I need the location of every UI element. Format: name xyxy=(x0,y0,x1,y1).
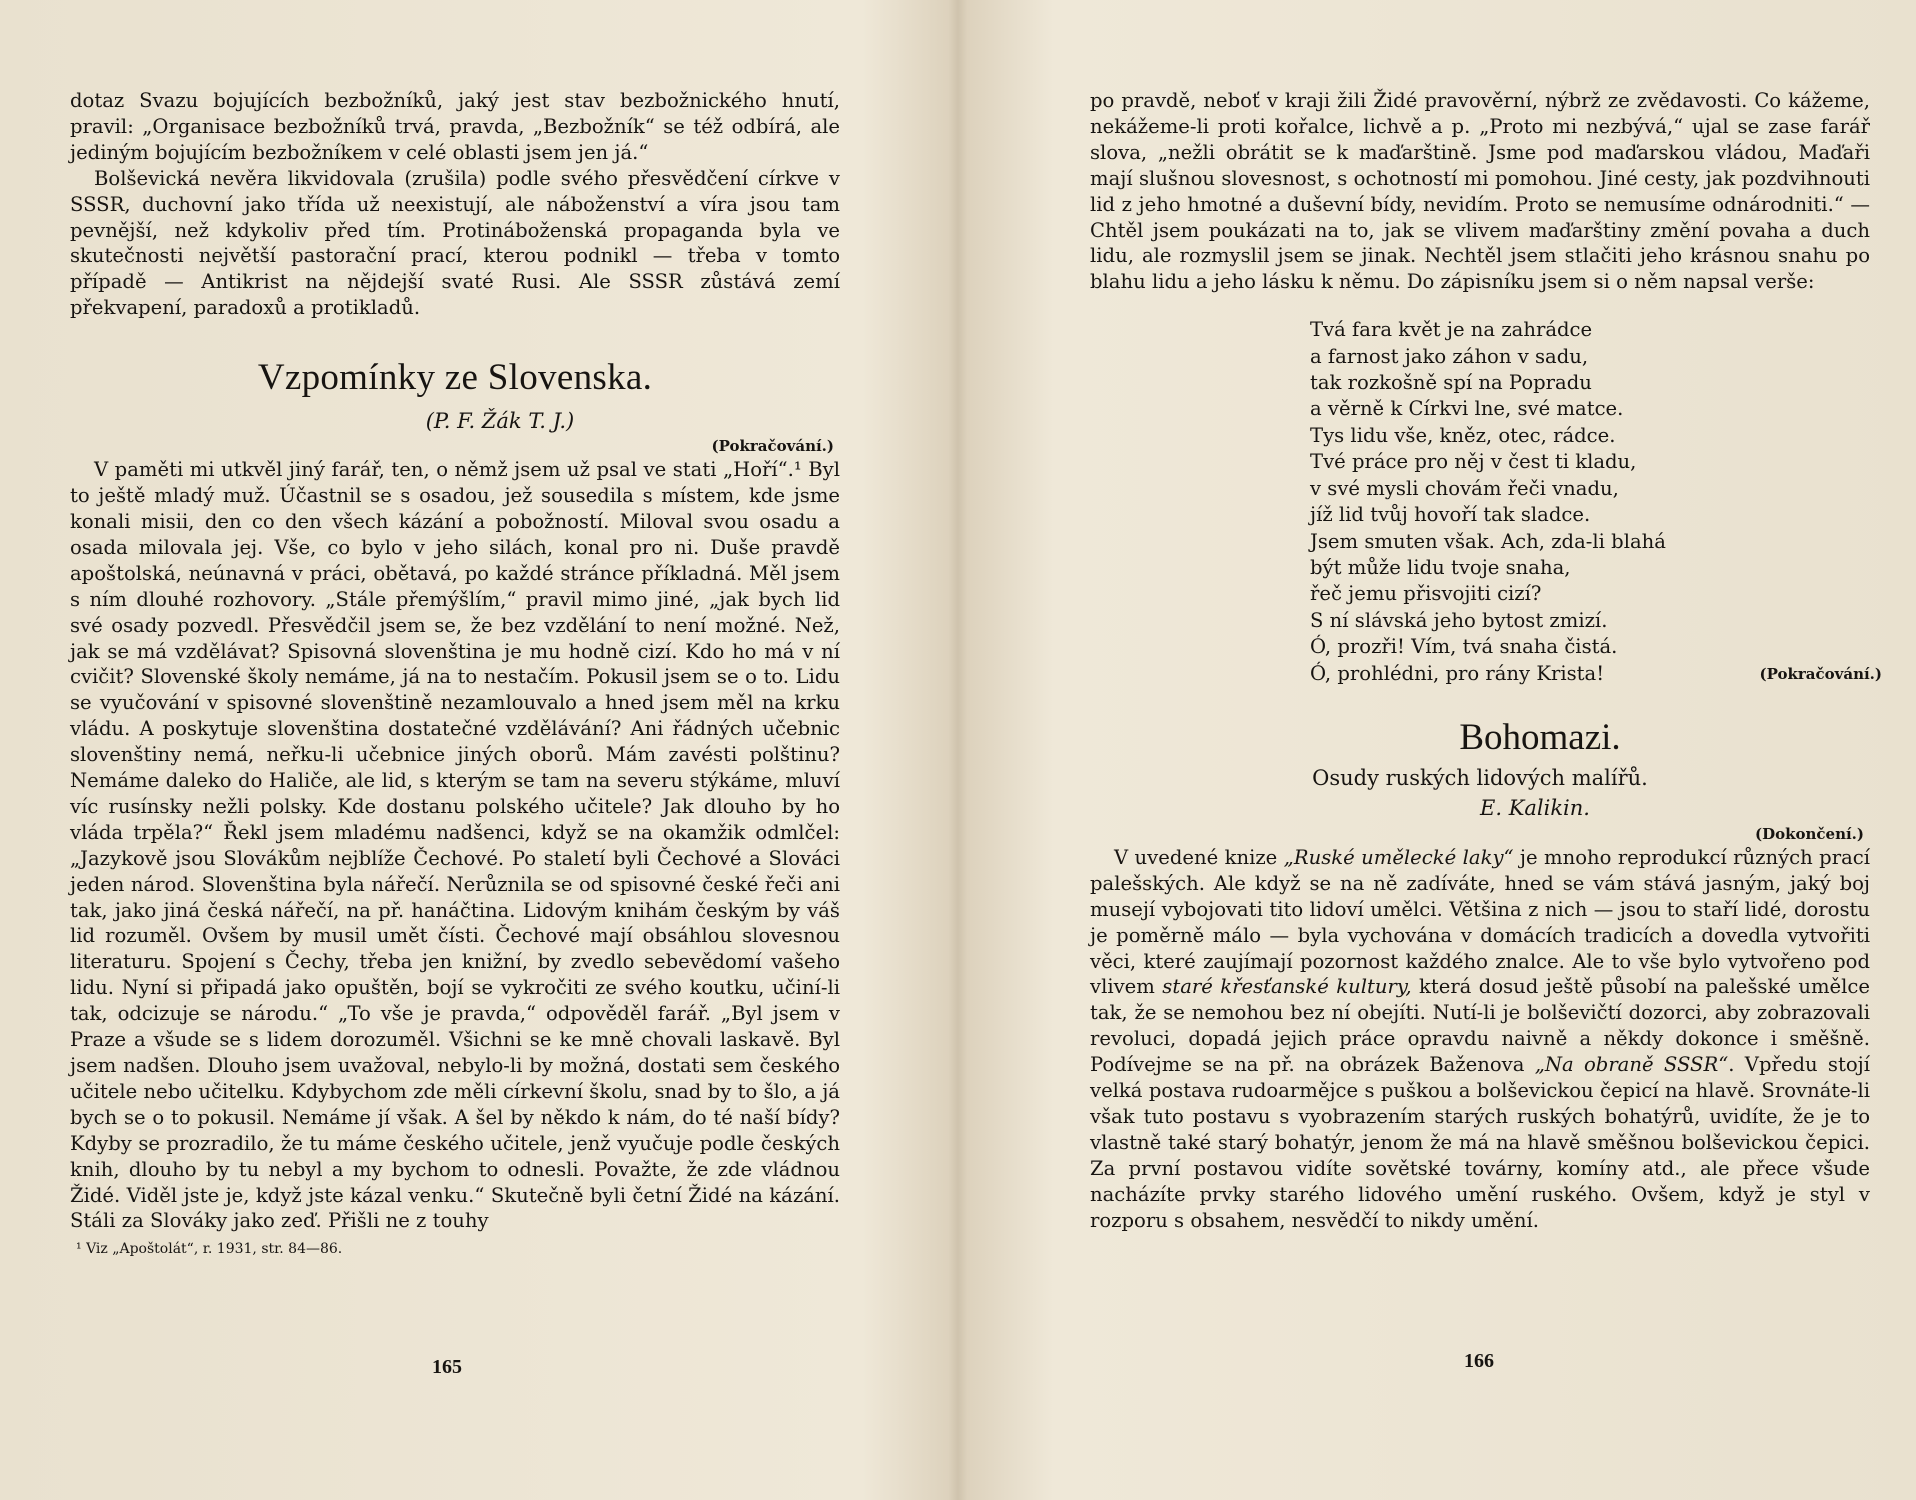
poem-line: Tvá fara květ je na zahrádce xyxy=(1310,318,1593,342)
poem-line: tak rozkošně spí na Popradu xyxy=(1310,371,1592,395)
poem-line: Tys lidu vše, kněz, otec, rádce. xyxy=(1310,423,1616,447)
page-number-right: 166 xyxy=(1464,1350,1494,1372)
emphasis-text: staré křesťanské kultury, xyxy=(1162,975,1412,999)
body-text: je mnoho reprodukcí různých prací palešských. Ale když se na ně zadíváte, hned se vám stává jasným, jaký boj musejí vybojovati tito lidoví umělci. Většina z nich — jsou to staří lidé, dorostu je poměrně málo — byla vychována v domácích tradicích a dovedla vytvořiti věci, které zaujímají pozornost každého znalce. Ale to vše bylo vytvořeno pod vlivem xyxy=(1090,845,1870,999)
book-title: „Ruské umělecké laky“ xyxy=(1283,845,1514,869)
poem-continuation-note: (Pokračování.) xyxy=(1759,664,1882,683)
poem xyxy=(1310,317,1882,687)
poem-line: a věrně k Církvi lne, své matce. xyxy=(1310,397,1624,421)
completion-note: (Dokončení.) xyxy=(1754,824,1864,843)
poem-line: S ní slávská jeho bytost zmizí. xyxy=(1310,608,1608,632)
poem-line: a farnost jako záhon v sadu, xyxy=(1310,344,1589,368)
poem-last-line xyxy=(1310,661,1882,687)
right-page xyxy=(1090,88,1882,1234)
body-text: která dosud ještě působí na palešské umělce tak, že se nemohou bez ní obejíti. Nutí-li je bolševičtí dozorci, aby zobrazovali revoluci, dopadá jejich práce opravdu naivně a někdy dokonce i směšně. Podívejme se na př. na obrázek Baženova xyxy=(1090,975,1870,1077)
intro-paragraph-2: Bolševická nevěra likvidovala (zrušila) podle svého přesvědčení církve v SSSR, duchovní jako třída už neexistují, ale náboženství a víra jsou tam pevnější, než kdykoliv před tím. Protináboženská propaganda byla ve skutečnosti největší pastorační prací, kterou podnikl — třeba v tomto případě — Antikrist na nějdejší svaté Rusi. Ale SSSR zůstává zemí překvapení, paradoxů a protikladů. xyxy=(70,166,840,320)
intro-paragraph: po pravdě, neboť v kraji žili Židé pravověrní, nýbrž ze zvědavosti. Co kážeme, nekážeme-li proti kořalce, lichvě a p. „Proto mi nezbývá,“ ujal se zase farář slova, „nežli obrátit se k maďarštině. Jsme pod maďarskou vládou, Maďaři mají slušnou slovesnost, s ochotností mi pomohou. Jiné cesty, jak pozdvihnouti lid z jeho hmotné a duševní bídy, nevidím. Proto se nemusíme odnárodniti.“ — Chtěl jsem poukázati na to, jak se vlivem maďarštiny změní povaha a duch lidu, ale rozmyslil jsem se jinak. Nechtěl jsem stlačiti jeho krásnou snahu po blahu lidu a jeho lásku k němu. Do zápisníku jsem si o něm napsal verše: xyxy=(1090,89,1870,294)
poem-line: jíž lid tvůj hovoří tak sladce. xyxy=(1310,503,1591,527)
poem-line: Ó, prohlédni, pro rány Krista! xyxy=(1310,661,1605,685)
article-title: Bohomazi. xyxy=(1459,716,1621,758)
body-paragraph: V paměti mi utkvěl jiný farář, ten, o němž jsem už psal ve stati „Hoří“.¹ Byl to ještě mladý muž. Účastnil se s osadou, jež sousedila s místem, kde jsme konali misii, den co den všech kázání a pobožností. Miloval svou osadu a osada milovala jej. Vše, co bylo v jeho silách, konal pro ni. Duše pravdě apoštolská, neúnavná v práci, obětavá, po každé stránce příkladná. Měl jsem s ním dlouhé rozhovory. „Stále přemýšlím,“ pravil mimo jiné, „jak bych lid své osady pozvedl. Přesvědčil jsem se, že bez vzdělání to není možné. Než, jak se má vzdělávat? Spisovná slovenština je mu hodně cizí. Kdo ho má v ní cvičit? Slovenské školy nemáme, já na to nestačím. Pokusil jsem se o to. Lidu se vyučování v spisovné slovenštině nezamlouvalo a hned jsem měl na krku vládu. A poskytuje slovenština dostatečné vzdělávání? Ani řádných učebnic slovenštiny nemá, neřku-li učebnice jiných oborů. Mám zavésti polštinu? Nemáme daleko do Haliče, ale lid, s kterým se tam na severu stýkáme, mluví víc rusínsky nežli polsky. Kde dostanu polského učitele? Jak dlouho by ho vláda trpěla?“ Řekl jsem mladému nadšenci, když se na okamžik odmlčel: „Jazykově jsou Slovákům nejblíže Čechové. Po staletí byli Čechové a Slováci jeden národ. Slovenština byla nářečí. Nerůznila se od spisovné české řeči ani tak, jako jiná česká nářečí, na př. hanáčtina. Lidovým knihám českým by váš lid rozuměl. Ovšem by musil umět čísti. Čechové mají obsáhlou slovesnou literaturu. Spojení s Čechy, třeba jen knižní, by zvedlo sebevědomí vašeho lidu. Nyní si připadá jako opuštěn, bojí se vykročiti ze svého koutku, učiní-li tak, odcizuje se národu.“ „To vše je pravda,“ odpověděl farář. „Byl jsem v Praze a všude se s lidem dorozuměl. Všichni se ke mně chovali laskavě. Byl jsem nadšen. Dlouho jsem uvažoval, nebylo-li by možná, dostati sem českého učitele nebo učitelku. Kdybychom zde měli církevní školu, snad by to šlo, a já bych se o to pokusil. Nemáme jí však. A šel by někdo k nám, do té naší bídy? Kdyby se prozradilo, že tu máme českého učitele, jenž vyučuje podle českých knih, dlouho by tu nebyl a my bychom to odnesli. Považte, že zde vládnou Židé. Viděl jste je, když jste kázal venku.“ Skutečně byli četní Židé na kázání. Stáli za Slováky jako zeď. Přišli ne z touhy xyxy=(70,458,840,1233)
body-text: V uvedené knize xyxy=(1114,845,1284,869)
poem-line: řeč jemu přisvojiti cizí? xyxy=(1310,582,1542,606)
body-text: . Vpředu stojí velká postava rudoarmějce s puškou a bolševickou čepicí na hlavě. Srovnáte-li však tuto postavu s vyobrazením starých ruských bohatýrů, uvidíte, že je to vlastně také starý bohatýr, jenom že má na hlavě směšnou bolševickou čepici. Za první postavou vidíte sovětské továrny, komíny atd., ale přece všude nacházíte prvky starého lidového umění ruského. Ovšem, když je styl v rozporu s obsahem, nesvědčí to nikdy umění. xyxy=(1090,1053,1870,1232)
article-author: (P. F. Žák T. J.) xyxy=(425,409,575,434)
poem-line: Jsem smuten však. Ach, zda-li blahá xyxy=(1310,529,1666,553)
painting-title: „Na obraně SSSR“ xyxy=(1534,1053,1729,1077)
article-subtitle: Osudy ruských lidových malířů. xyxy=(1312,765,1648,790)
article-author: E. Kalikin. xyxy=(1480,795,1590,820)
intro-paragraph-1: dotaz Svazu bojujících bezbožníků, jaký jest stav bezbožnického hnutí, pravil: „Organisace bezbožníků trvá, pravda, „Bezbožník“ se též odbírá, ale jediným bojujícím bezbožníkem v celé oblasti jsem jen já.“ xyxy=(70,89,840,164)
poem-line: Ó, prozři! Vím, tvá snaha čistá. xyxy=(1310,635,1618,659)
page-number-left: 165 xyxy=(432,1356,462,1378)
footnote: ¹ Viz „Apoštolát“, r. 1931, str. 84—86. xyxy=(76,1241,343,1258)
left-page xyxy=(70,88,840,1260)
article-title: Vzpomínky ze Slovenska. xyxy=(257,357,653,399)
poem-line: v své mysli chovám řeči vnadu, xyxy=(1310,476,1619,500)
continuation-note: (Pokračování.) xyxy=(711,437,834,456)
poem-line: být může lidu tvoje snaha, xyxy=(1310,555,1571,579)
poem-line: Tvé práce pro něj v čest ti kladu, xyxy=(1310,450,1637,474)
body-paragraph xyxy=(1090,845,1870,1234)
